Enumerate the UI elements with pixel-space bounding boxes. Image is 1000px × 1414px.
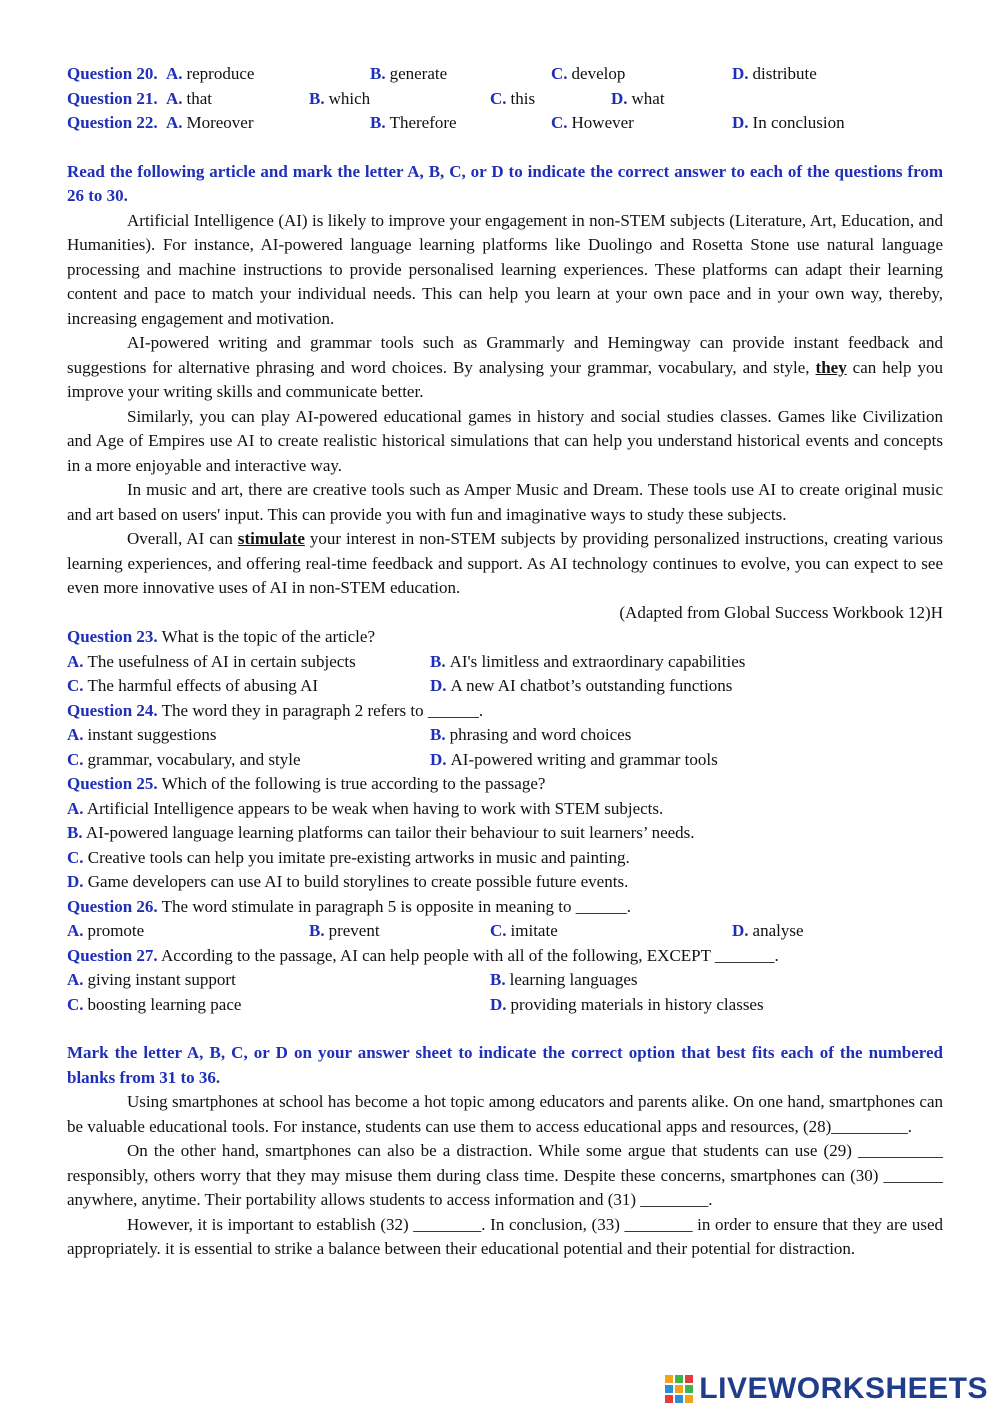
article-source: (Adapted from Global Success Workbook 12)H: [619, 602, 943, 622]
option-b[interactable]: phrasing and word choices: [449, 725, 632, 744]
option-d[interactable]: Game developers can use AI to build storylines to create possible future events.: [87, 872, 629, 891]
option-a[interactable]: promote: [87, 921, 145, 940]
question-20-options: Question 20. A. reproduce B. generate C. develop D. distribute: [67, 64, 817, 83]
option-b[interactable]: learning languages: [509, 970, 638, 989]
article-paragraph-5: Overall, AI can stimulate your interest in non-STEM subjects by providing personalized instructions, creating various learning experiences, and offering real-time feedback and support. As AI technology continues to evolve, you can expect to see even more innovative uses of AI in non-STEM education.: [67, 529, 943, 597]
cloze-paragraph-2: On the other hand, smartphones can also be a distraction. While some argue that students can use (29) __________ responsibly, others worry that they may misuse them during class time. Despite these concerns, smartphones can (30) _______ anywhere, anytime. Their portability allows students to access information and (31) ________.: [67, 1141, 943, 1209]
option-b[interactable]: generate: [389, 64, 448, 83]
question-22-options: Question 22. A. Moreover B. Therefore C. However D. In conclusion: [67, 113, 845, 132]
article-paragraph-3: Similarly, you can play AI-powered educational games in history and social studies classes. Games like Civilization and Age of Empires use AI to create realistic historical simulations that can help you understand historical events and concepts in a more enjoyable and interactive way.: [67, 406, 943, 475]
option-d[interactable]: distribute: [752, 64, 817, 83]
article-paragraph-2: AI-powered writing and grammar tools such as Grammarly and Hemingway can provide instant feedback and suggestions for alternative phrasing and word choices. By analysing your grammar, vocabulary, and style, they can help you improve your writing skills and communicate better.: [67, 333, 944, 401]
option-c[interactable]: boosting learning pace: [87, 994, 242, 1014]
worksheet-page: Question 20. A. reproduce B. generate C. develop D. distribute Question 21. A. that B. which C. this D. what Question 22. A. Moreover B. Therefore C. However D. In conclusion Read the following article and mark the letter A, B, C, or D to indicate the correct answer to each of the questions from 26 to 30. Artificial Intelligence (AI) is likely to improve your engagement in non-STEM subjects (Literature, Art, Education, and Humanities). For instance, AI-powered language learning platforms like Duolingo and Rosetta Stone use natural language processing and machine instructions to provide personalised learning experiences. These platforms can adapt their learning content and pace to match your individual needs. This can help you learn at your own pace and in your own way, thereby, increasing engagement and motivation. AI-powered writing and grammar tools such as Grammarly and Hemingway can provide instant feedback and suggestions for alternative phrasing and word choices. By analysing your grammar, vocabulary, and style, they can help you improve your writing skills and communicate better. Similarly, you can play AI-powered educational games in history and social studies classes. Games like Civilization and Age of Empires use AI to create realistic historical simulations that can help you understand historical events and concepts in a more enjoyable and interactive way. In music and art, there are creative tools such as Amper Music and Dream. These tools use AI to create original music and art based on users' input. This can provide you with fun and imaginative ways to study these subjects. Overall, AI can stimulate your interest in non-STEM subjects by providing personalized instructions, creating various learning experiences, and offering real-time feedback and support. As AI technology continues to evolve, you can expect to see even more innovative uses of AI in non-STEM education. (Adapted from Global Success Workbook 12)H Question 23. What is the topic of the article? A. The usefulness of AI in certain subjects B. AI's limitless and extraordinary capabilities C. The harmful effects of abusing AI D. A new AI chatbot’s outstanding functions Question 24. The word they in paragraph 2 refers to ______. A. instant suggestions B. phrasing and word choices C. grammar, vocabulary, and style D. AI-powered writing and grammar tools Question 25. Which of the following is true according to the passage? A. Artificial Intelligence appears to be weak when having to work with STEM subjects. B. AI-powered language learning platforms can tailor their behaviour to suit learners’ needs. C. Creative tools can help you imitate pre-existing artworks in music and painting. D. Game developers can use AI to build storylines to create possible future events. Question 26. The word stimulate in paragraph 5 is opposite in meaning to ______. A. promote B. prevent C. imitate D. analyse Question 27. According to the passage, AI can help people with all of the following, EXCEPT _______. A. giving instant support B. learning languages C. boosting learning pace D. providing materials in history classes Mark the letter A, B, C, or D on your answer sheet to indicate the correct option that best fits each of the numbered blanks from 31 to 36. Using smartphones at school has become a hot topic among educators and parents alike. On one hand, smartphones can be valuable educational tools. For instance, students can use them to access educational apps and resources, (28)_________. On the other hand, smartphones can also be a distraction. While some argue that students can use (29) __________ responsibly, others worry that they may misuse them during class time. Despite these concerns, smartphones can (30) _______ anywhere, anytime. Their portability allows students to access information and (31) ________. However, it is important to establish (32) ________. In conclusion, (33) ________ in order to ensure that they are used appropriately. it is essential to strike a balance between their educational potential and their potential for distraction.: [67, 62, 943, 1262]
option-b[interactable]: AI-powered language learning platforms can tailor their behaviour to suit learners’ needs.: [85, 823, 695, 842]
option-b[interactable]: AI's limitless and extraordinary capabilities: [449, 651, 746, 671]
option-a[interactable]: Moreover: [186, 113, 254, 132]
article-paragraph-4: In music and art, there are creative tools such as Amper Music and Dream. These tools use AI to create original music and art based on users' input. This can provide you with fun and imaginative ways to study these subjects.: [67, 480, 943, 524]
section-2-instruction: Mark the letter A, B, C, or D on your answer sheet to indicate the correct option that best fits each of the numbered blanks from 31 to 36.: [67, 1043, 943, 1087]
brand-name: LIVEWORKSHEETS: [699, 1372, 988, 1405]
question-26-stem: Question 26. The word stimulate in paragraph 5 is opposite in meaning to ______.: [67, 896, 631, 916]
cloze-paragraph-1: Using smartphones at school has become a hot topic among educators and parents alike. On one hand, smartphones can be valuable educational tools. For instance, students can use them to access educational apps and resources, (28)_________.: [67, 1092, 943, 1136]
question-24-stem: Question 24. The word they in paragraph 2 refers to ______.: [67, 700, 484, 720]
question-label: Question 21.: [67, 88, 158, 108]
option-b[interactable]: Therefore: [389, 113, 457, 132]
option-c[interactable]: develop: [571, 64, 626, 83]
option-a[interactable]: reproduce: [186, 64, 255, 83]
question-25-stem: Question 25. Which of the following is true according to the passage?: [67, 774, 546, 793]
option-c[interactable]: Creative tools can help you imitate pre-existing artworks in music and painting.: [87, 847, 630, 867]
highlighted-word-stimulate: stimulate: [237, 529, 305, 548]
question-label: Question 20.: [67, 64, 158, 83]
article-paragraph-1: Artificial Intelligence (AI) is likely to improve your engagement in non-STEM subjects (Literature, Art, Education, and Humanities). For instance, AI-powered language learning platforms like Duolingo and Rosetta Stone use natural language processing and machine instructions to provide personalised learning experiences. These platforms can adapt their learning content and pace to match your individual needs. This can help you learn at your own pace and in your own way, thereby, increasing engagement and motivation.: [67, 210, 943, 328]
option-d[interactable]: In conclusion: [752, 113, 845, 132]
option-d[interactable]: analyse: [752, 921, 804, 940]
option-c[interactable]: However: [571, 113, 634, 132]
option-a[interactable]: giving instant support: [87, 970, 236, 989]
option-d[interactable]: AI-powered writing and grammar tools: [450, 749, 718, 769]
option-a[interactable]: that: [186, 88, 212, 108]
section-1-instruction: Read the following article and mark the letter A, B, C, or D to indicate the correct answer to each of the questions from 26 to 30.: [67, 161, 943, 205]
logo-grid-icon: [665, 1375, 693, 1403]
highlighted-word-they: they: [815, 357, 847, 377]
option-c[interactable]: this: [510, 88, 536, 108]
question-27-stem: Question 27. According to the passage, AI can help people with all of the following, EXCEPT _______.: [67, 945, 779, 965]
question-label: Question 22.: [67, 113, 158, 132]
option-b[interactable]: which: [328, 88, 371, 108]
option-d[interactable]: providing materials in history classes: [510, 994, 764, 1014]
cloze-paragraph-3: However, it is important to establish (32) ________. In conclusion, (33) ________ in order to ensure that they are used appropriately. it is essential to strike a balance between their educational potential and their potential for distraction.: [67, 1214, 943, 1258]
option-c[interactable]: grammar, vocabulary, and style: [87, 749, 301, 769]
option-b[interactable]: prevent: [328, 921, 380, 940]
question-23-stem: Question 23. What is the topic of the article?: [67, 627, 375, 646]
option-d[interactable]: A new AI chatbot’s outstanding functions: [450, 676, 733, 695]
option-a[interactable]: The usefulness of AI in certain subjects: [87, 651, 356, 671]
liveworksheets-logo: [665, 1372, 988, 1406]
option-d[interactable]: what: [631, 88, 665, 108]
question-21-options: Question 21. A. that B. which C. this D. what: [67, 88, 665, 108]
option-c[interactable]: imitate: [510, 921, 558, 940]
option-c[interactable]: The harmful effects of abusing AI: [87, 676, 319, 695]
option-a[interactable]: instant suggestions: [87, 725, 217, 744]
option-a[interactable]: Artificial Intelligence appears to be weak when having to work with STEM subjects.: [86, 798, 664, 818]
